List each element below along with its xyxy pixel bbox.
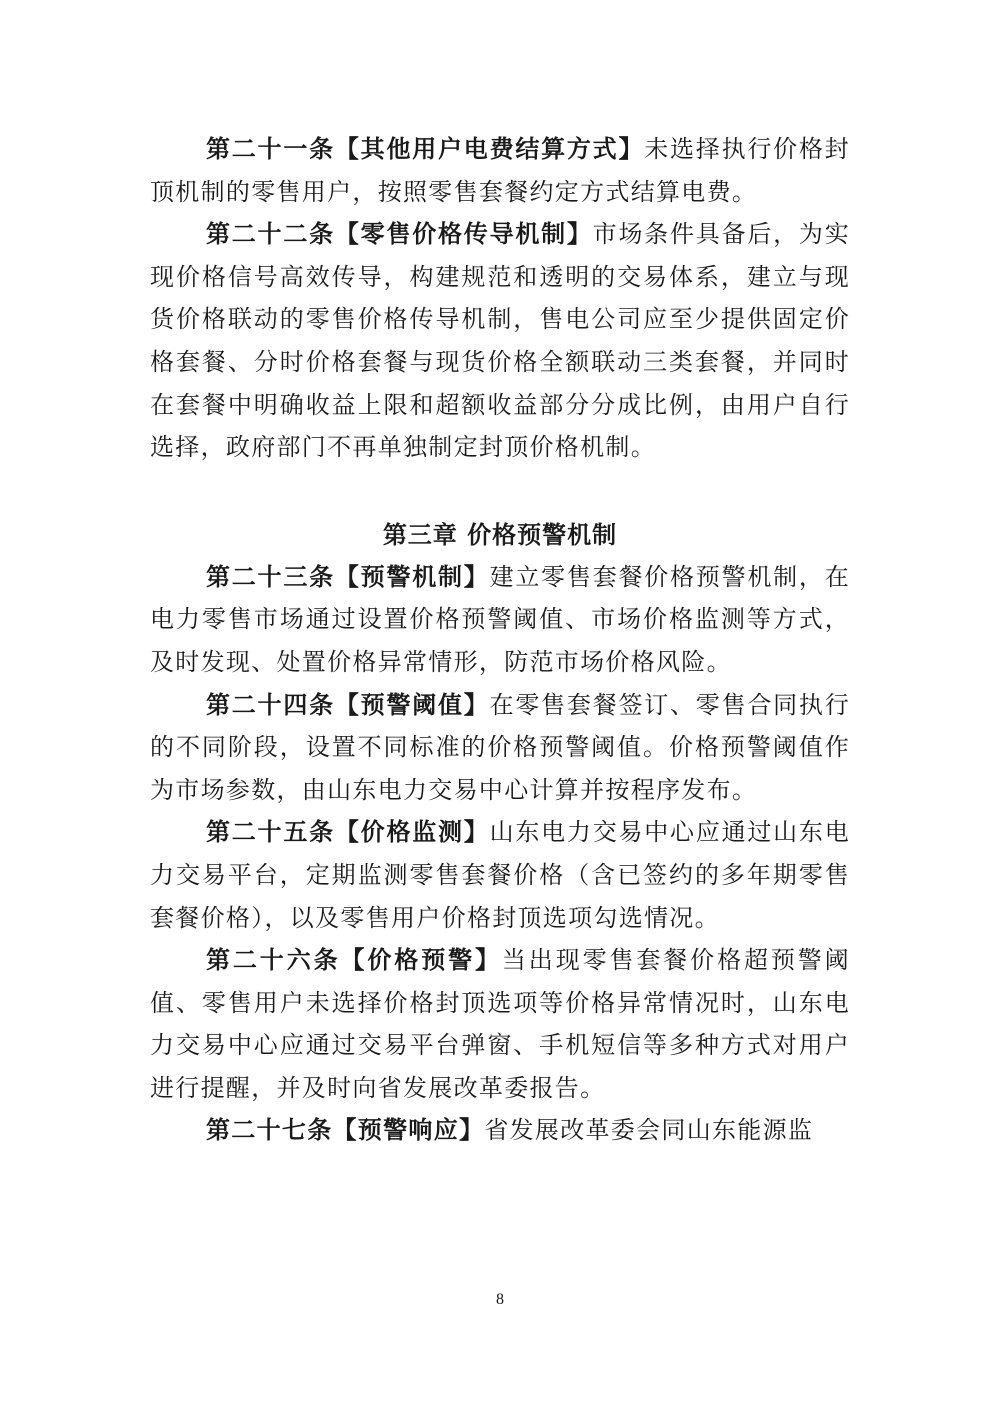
article-25-body: 山东电力交易中心应通过山东电力交易平台，定期监测零售套餐价格（含已签约的多年期零售套餐价格），以及零售用户价格封顶选项勾选情况。 [150, 818, 850, 932]
article-22-body: 市场条件具备后，为实现价格信号高效传导，构建规范和透明的交易体系，建立与现货价格联动的零售价格传导机制，售电公司应至少提供固定价格套餐、分时价格套餐与现货价格全额联动三类套餐，并同时在套餐中明确收益上限和超额收益部分分成比例，由用户自行选择，政府部门不再单独制定封顶价格机制。 [150, 220, 850, 462]
article-24-heading: 第二十四条【预警阈值】 [206, 689, 490, 719]
article-21-body: 未选择执行价格封顶机制的零售用户，按照零售套餐约定方式结算电费。 [150, 135, 850, 206]
article-23-body: 建立零售套餐价格预警机制，在电力零售市场通过设置价格预警阈值、市场价格监测等方式，及时发现、处置价格异常情形，防范市场价格风险。 [150, 562, 850, 676]
article-26 [150, 939, 850, 1109]
article-27-body: 省发展改革委会同山东能源监 [484, 1116, 814, 1145]
article-27-heading: 第二十七条【预警响应】 [206, 1115, 485, 1145]
article-21 [150, 128, 850, 213]
article-22-heading: 第二十二条【零售价格传导机制】 [206, 219, 593, 249]
article-23-heading: 第二十三条【预警机制】 [206, 561, 490, 591]
page-number: 8 [496, 1291, 504, 1308]
article-23 [150, 556, 850, 684]
article-25 [150, 811, 850, 939]
chapter-title: 第三章 价格预警机制 [382, 520, 618, 549]
article-27 [150, 1109, 850, 1152]
article-24-body: 在零售套餐签订、零售合同执行的不同阶段，设置不同标准的价格预警阈值。价格预警阈值作为市场参数，由山东电力交易中心计算并按程序发布。 [150, 690, 850, 804]
article-21-heading: 第二十一条【其他用户电费结算方式】 [206, 134, 645, 163]
article-25-heading: 第二十五条【价格监测】 [206, 817, 490, 847]
article-26-heading: 第二十六条【价格预警】 [206, 945, 502, 975]
article-22 [150, 213, 850, 469]
document-page [150, 128, 850, 1152]
article-26-body: 当出现零售套餐价格超预警阈值、零售用户未选择价格封顶选项等价格异常情况时，山东电力交易中心应通过交易平台弹窗、手机短信等多种方式对用户进行提醒，并及时向省发展改革委报告。 [150, 946, 850, 1102]
article-24 [150, 684, 850, 812]
